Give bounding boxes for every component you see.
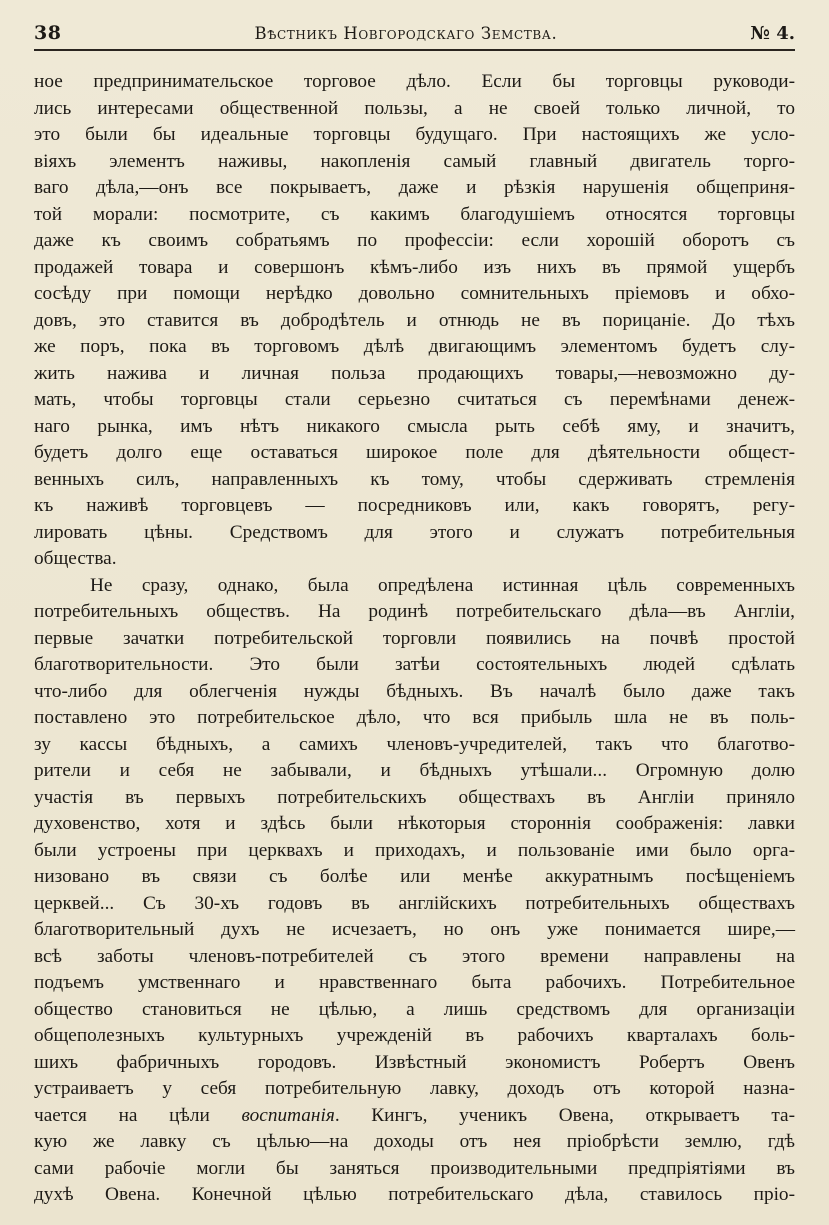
text-line: благотворительный духъ не исчезаетъ, но онъ уже понимается шире,— <box>34 919 795 940</box>
text-line: это были бы идеальные торговцы будущаго. При настоящихъ же усло- <box>34 124 795 145</box>
text-line: церквей... Съ 30-хъ годовъ въ англійскихъ потребительныхъ обществахъ <box>34 892 795 914</box>
text-line: поставлено это потребительское дѣло, что вся прибыль шла не въ поль- <box>34 707 795 728</box>
text-line: общество становиться не цѣлью, а лишь средствомъ для организаціи <box>34 998 795 1020</box>
text-line: ваго дѣла,—онъ все покрываетъ, даже и рѣзкія нарушенія общеприня- <box>34 177 795 198</box>
text-line: Не сразу, однако, была опредѣлена истинная цѣль современныхъ <box>90 574 795 596</box>
text-line: кую же лавку съ цѣлью—на доходы отъ нея пріобрѣсти землю, гдѣ <box>34 1131 795 1152</box>
text-line: шихъ фабричныхъ городовъ. Извѣстный экономистъ Робертъ Овенъ <box>34 1051 795 1073</box>
issue-number: № 4. <box>750 22 795 44</box>
text-line: духовенство, хотя и здѣсь были нѣкоторыя стороннія соображенія: лавки <box>34 813 795 834</box>
article-body <box>34 69 795 1209</box>
text-segment: . Кингъ, ученикъ Овена, открываетъ та- <box>334 1104 795 1126</box>
text-line: будетъ долго еще оставаться широкое поле для дѣятельности общест- <box>34 442 795 463</box>
text-line: же поръ, пока въ торговомъ дѣлѣ двигающимъ элементомъ будетъ слу- <box>34 336 795 357</box>
text-line: зу кассы бѣдныхъ, а самихъ членовъ-учредителей, такъ что благотво- <box>34 733 795 755</box>
text-line: подъемъ умственнаго и нравственнаго быта рабочихъ. Потребительное <box>34 972 795 993</box>
text-line: віяхъ элементъ наживы, накопленія самый главный двигатель торго- <box>34 150 795 172</box>
text-line: что-либо для облегченія нужды бѣдныхъ. Въ началѣ было даже такъ <box>34 680 795 702</box>
italic-term: воспитанія <box>241 1104 335 1126</box>
text-line: участія въ первыхъ потребительскихъ обществахъ въ Англіи приняло <box>34 786 795 808</box>
text-line: къ наживѣ торговцевъ — посредниковъ или, какъ говорятъ, регу- <box>34 495 795 516</box>
text-line: мать, чтобы торговцы стали серьезно считаться съ перемѣнами денеж- <box>34 389 795 410</box>
text-line: наго рынка, имъ нѣтъ никакого смысла рыть себѣ яму, и значитъ, <box>34 415 795 437</box>
page-number: 38 <box>34 22 62 44</box>
text-line: той морали: посмотрите, съ какимъ благодушіемъ относятся торговцы <box>34 203 795 225</box>
text-line: первые зачатки потребительской торговли появились на почвѣ простой <box>34 627 795 649</box>
page-header <box>34 18 795 48</box>
text-line: духѣ Овена. Конечной цѣлью потребительскаго дѣла, ставилось пріо- <box>34 1184 795 1205</box>
text-line: лировать цѣны. Средствомъ для этого и служатъ потребительныя <box>34 521 795 543</box>
text-line: довъ, это ставится въ добродѣтель и отнюдь не въ порицаніе. До тѣхъ <box>34 309 795 331</box>
text-line: лись интересами общественной пользы, а не своей только личной, то <box>34 97 795 119</box>
text-line: рители и себя не забывали, и бѣдныхъ утѣшали... Огромную долю <box>34 760 795 781</box>
text-line: всѣ заботы членовъ-потребителей съ этого времени направлены на <box>34 945 795 967</box>
text-segment: чается на цѣли <box>34 1104 210 1126</box>
header-rule <box>34 49 795 51</box>
text-line: продажей товара и совершонъ кѣмъ-либо изъ нихъ въ прямой ущербъ <box>34 256 795 278</box>
text-line-mixed <box>34 1103 795 1130</box>
text-line: сами рабочіе могли бы заняться производительными предпріятіями въ <box>34 1157 795 1179</box>
text-line: даже къ своимъ собратьямъ по профессіи: если хорошій оборотъ съ <box>34 230 795 251</box>
running-title: Вѣстникъ Новгородскаго Земства. <box>254 23 558 43</box>
text-line: сосѣду при помощи нерѣдко довольно сомнительныхъ пріемовъ и обхо- <box>34 283 795 304</box>
text-line: потребительныхъ обществъ. На родинѣ потребительскаго дѣла—въ Англіи, <box>34 601 795 622</box>
text-line: устраиваетъ у себя потребительную лавку, доходъ отъ которой назна- <box>34 1078 795 1099</box>
text-line: общества. <box>34 548 117 569</box>
text-line: низовано въ связи съ болѣе или менѣе аккуратнымъ посѣщеніемъ <box>34 866 795 887</box>
text-line: общеполезныхъ культурныхъ учрежденій въ рабочихъ кварталахъ боль- <box>34 1025 795 1046</box>
text-line: были устроены при церквахъ и приходахъ, и пользованіе ими было орга- <box>34 839 795 861</box>
text-line: жить нажива и личная польза продающихъ товары,—невозможно ду- <box>34 362 795 384</box>
text-line: ное предпринимательское торговое дѣло. Если бы торговцы руководи- <box>34 71 795 92</box>
text-line: благотворительности. Это были затѣи состоятельныхъ людей сдѣлать <box>34 654 795 675</box>
text-line: венныхъ силъ, направленныхъ къ тому, чтобы сдерживать стремленія <box>34 468 795 490</box>
